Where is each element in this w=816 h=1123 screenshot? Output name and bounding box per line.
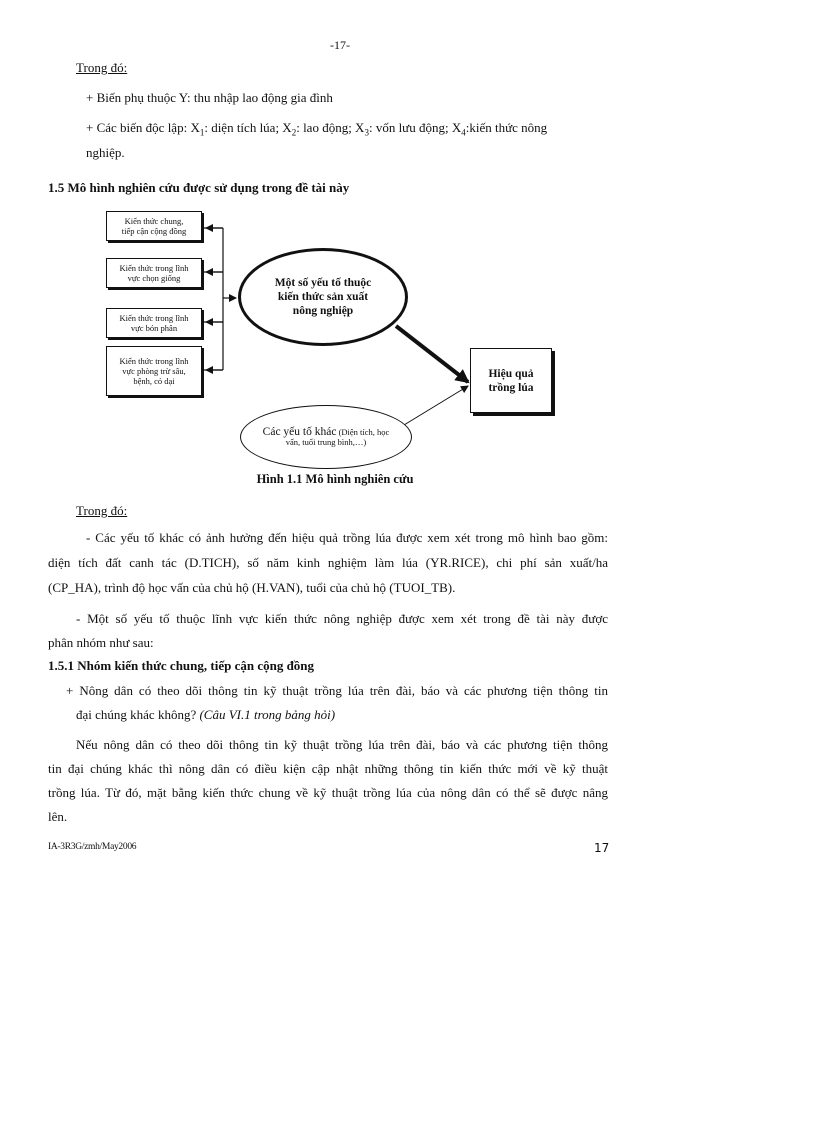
subsection-heading: 1.5.1 Nhóm kiến thức chung, tiếp cận cộng đồng <box>48 658 315 673</box>
footer-page-number: 17 <box>594 841 610 855</box>
paragraph-line: - Các yếu tố khác có ảnh hưởng đến hiệu quả trồng lúa được xem xét trong mô hình bao gồm: <box>86 530 608 545</box>
question-line: đại chúng khác không? (Câu VI.1 trong bảng hỏi) <box>76 707 336 722</box>
knowledge-box-seed: Kiến thức trong lĩnh vực chọn giống <box>106 258 202 288</box>
arrow-main-to-result <box>396 326 468 382</box>
question-line: + Nông dân có theo dõi thông tin kỹ thuật trồng lúa trên đài, báo và các phương tiện thông tin <box>66 683 608 698</box>
knowledge-box-general: Kiến thức chung, tiếp cận cộng đồng <box>106 211 202 241</box>
paragraph-line: lên. <box>48 809 68 824</box>
paragraph-line: - Một số yếu tố thuộc lĩnh vực kiến thức nông nghiệp được xem xét trong đề tài này được <box>76 611 608 626</box>
section-heading: 1.5 Mô hình nghiên cứu được sử dụng trong đề tài này <box>48 180 350 195</box>
page-number: -17- <box>330 38 350 52</box>
diagram-connectors <box>0 0 816 500</box>
explanation-heading: Trong đó: <box>76 503 128 518</box>
independent-variables-continuation: nghiệp. <box>86 145 125 160</box>
independent-variables-text: + Các biến độc lập: $X_1$: diện tích lúa; $X_2$: lao động; $X_3$: vốn lưu động; $X_4:kiến$ thức nông <box>86 120 548 138</box>
footer-document-code: IA-3R3G/zmh/May2006 <box>48 842 137 852</box>
paragraph-line: trồng lúa. Từ đó, mặt bằng kiến thức chung về kỹ thuật trồng lúa của nông dân có thể sẽ được nâng <box>48 785 608 800</box>
intro-heading: Trong đó: <box>76 60 128 75</box>
other-factors-ellipse: Các yếu tố khác (Diện tích, học vấn, tuổi trung bình,…) <box>240 405 412 469</box>
result-box: Hiệu quả trồng lúa <box>470 348 552 413</box>
arrow-other-to-result <box>404 386 468 425</box>
paragraph-line: tin đại chúng khác thì nông dân có điều kiện cập nhật những thông tin kiến thức mới về kỹ thuật <box>48 761 608 776</box>
knowledge-box-pest: Kiến thức trong lĩnh vực phòng trừ sâu, bệnh, cỏ dại <box>106 346 202 396</box>
main-factor-ellipse: Một số yếu tố thuộc kiến thức sản xuất nông nghiệp <box>238 248 408 346</box>
paragraph-line: phân nhóm như sau: <box>48 635 154 650</box>
dependent-variable-text: + Biến phụ thuộc Y: thu nhập lao động gia đình <box>86 90 333 105</box>
paragraph-line: diện tích đất canh tác (D.TICH), số năm kinh nghiệm làm lúa (YR.RICE), chi phí sản xuất/ha <box>48 555 608 570</box>
figure-caption: Hình 1.1 Mô hình nghiên cứu <box>256 472 414 486</box>
paragraph-line: Nếu nông dân có theo dõi thông tin kỹ thuật trồng lúa trên đài, báo và các phương tiện thông <box>76 737 608 752</box>
paragraph-line: (CP_HA), trình độ học vấn của chủ hộ (H.VAN), tuổi của chủ hộ (TUOI_TB). <box>48 580 456 595</box>
knowledge-box-fertilizer: Kiến thức trong lĩnh vực bón phân <box>106 308 202 338</box>
